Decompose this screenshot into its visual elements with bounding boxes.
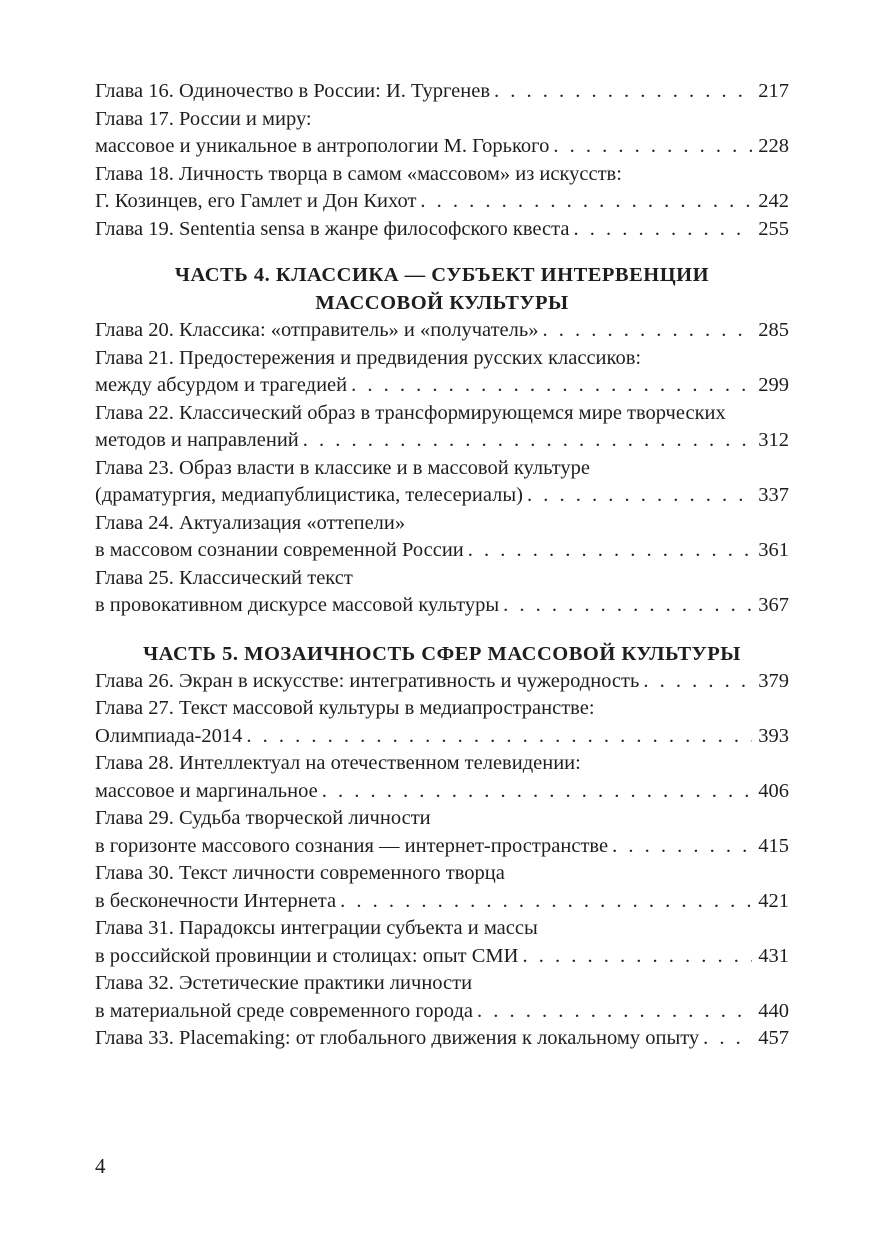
toc-page-number: 299 <box>758 374 789 396</box>
toc-entry-text: Олимпиада-2014 <box>95 724 243 747</box>
toc-entry <box>95 1025 789 1053</box>
toc-entry-text: Глава 27. Текст массовой культуры в медиапространстве: <box>95 697 595 719</box>
toc-entry-line <box>95 106 789 134</box>
toc-page-number: 312 <box>758 429 789 451</box>
toc-entry-text: в провокативном дискурсе массовой культуры <box>95 594 500 616</box>
toc-entry-line <box>95 723 789 751</box>
toc-page-number: 367 <box>758 594 789 616</box>
toc-page-number: 285 <box>758 319 789 341</box>
toc-page-number: 415 <box>758 834 789 857</box>
toc-entry <box>95 106 789 161</box>
toc-entry-line <box>95 943 789 971</box>
toc-entry-text: в российской провинции и столицах: опыт СМИ <box>95 944 519 967</box>
toc-entry-text: (драматургия, медиапублицистика, телесериалы) <box>95 484 523 506</box>
dot-leader <box>612 833 752 861</box>
toc-entry-text: в бесконечности Интернета <box>95 889 337 912</box>
table-of-contents <box>95 78 789 1053</box>
toc-entry-text: Глава 17. России и миру: <box>95 107 312 130</box>
part-4-title-line-1: ЧАСТЬ 4. КЛАССИКА — СУБЪЕКТ ИНТЕРВЕНЦИИ <box>174 264 710 286</box>
toc-entry-text: Глава 23. Образ власти в классике и в массовой культуре <box>95 456 590 479</box>
dot-leader <box>522 943 752 971</box>
toc-entry-text: Глава 22. Классический образ в трансформирующемся мире творческих <box>95 401 726 424</box>
toc-entry-line <box>95 750 789 778</box>
toc-entry <box>95 317 789 345</box>
toc-entry-line <box>95 833 789 861</box>
dot-leader <box>351 372 752 400</box>
toc-entry-line <box>95 565 789 593</box>
toc-entry-text: Глава 18. Личность творца в самом «массовом» из искусств: <box>95 162 622 185</box>
toc-entry-line <box>95 1025 789 1053</box>
toc-entry-line <box>95 915 789 943</box>
toc-page-number: 393 <box>758 724 789 747</box>
toc-entry-line <box>95 860 789 888</box>
dot-leader <box>468 537 752 565</box>
toc-entry-text: Глава 30. Текст личности современного творца <box>95 862 505 884</box>
dot-leader <box>246 723 752 751</box>
toc-page-number: 217 <box>758 80 789 102</box>
toc-entry-text: Глава 29. Судьба творческой личности <box>95 807 431 829</box>
toc-entry-line <box>95 216 789 244</box>
toc-entry-text: в массовом сознании современной России <box>95 539 464 561</box>
toc-entry <box>95 970 789 1025</box>
toc-page-number: 361 <box>758 539 789 561</box>
dot-leader <box>420 188 752 216</box>
toc-entry-line <box>95 345 789 373</box>
toc-page-number: 406 <box>758 779 789 802</box>
toc-entry <box>95 78 789 106</box>
dot-leader <box>322 778 753 806</box>
dot-leader <box>477 998 752 1026</box>
toc-entry-line <box>95 161 789 189</box>
toc-entry-text: Глава 33. Placemaking: от глобального движения к локальному опыту <box>95 1027 700 1049</box>
toc-entry-line <box>95 888 789 916</box>
part-5-title: ЧАСТЬ 5. МОЗАИЧНОСТЬ СФЕР МАССОВОЙ КУЛЬТУРЫ <box>143 642 741 665</box>
toc-page-number: 440 <box>758 999 789 1022</box>
toc-entry <box>95 400 789 455</box>
toc-entry-line <box>95 510 789 538</box>
toc-entry-text: между абсурдом и трагедией <box>95 374 348 396</box>
part-4-heading <box>95 261 789 317</box>
toc-entry-text: Г. Козинцев, его Гамлет и Дон Кихот <box>95 190 417 212</box>
toc-entry-text: Глава 21. Предостережения и предвидения русских классиков: <box>95 346 642 369</box>
toc-entry-text: Глава 24. Актуализация «оттепели» <box>95 511 406 534</box>
toc-page-number: 242 <box>758 190 789 212</box>
toc-entry-line <box>95 668 789 696</box>
toc-entry-text: массовое и маргинальное <box>95 779 318 802</box>
toc-entry <box>95 805 789 860</box>
toc-section-part-4 <box>95 317 789 620</box>
toc-entry-line <box>95 188 789 216</box>
dot-leader <box>643 668 752 696</box>
toc-entry-text: Глава 26. Экран в искусстве: интегративность и чужеродность <box>95 669 640 692</box>
toc-entry-text: Глава 19. Sententia sensa в жанре философского квеста <box>95 217 570 240</box>
toc-page-number: 457 <box>758 1027 789 1049</box>
toc-entry-line <box>95 317 789 345</box>
toc-entry <box>95 345 789 400</box>
dot-leader <box>494 78 752 106</box>
toc-entry-text: массовое и уникальное в антропологии М. Горького <box>95 135 550 157</box>
toc-section-top <box>95 78 789 243</box>
toc-entry-line <box>95 592 789 620</box>
toc-section-part-5 <box>95 668 789 1053</box>
toc-entry-line <box>95 970 789 998</box>
toc-entry-text: в материальной среде современного города <box>95 999 473 1022</box>
toc-entry <box>95 455 789 510</box>
toc-entry-line <box>95 427 789 455</box>
toc-entry-text: Глава 20. Классика: «отправитель» и «получатель» <box>95 319 539 341</box>
toc-page-number: 255 <box>758 217 789 240</box>
toc-page-number: 337 <box>758 484 789 506</box>
toc-page-number: 421 <box>758 889 789 912</box>
toc-entry-line <box>95 537 789 565</box>
toc-entry-line <box>95 372 789 400</box>
dot-leader <box>573 216 752 244</box>
part-4-title-line-2: МАССОВОЙ КУЛЬТУРЫ <box>315 292 569 314</box>
toc-entry <box>95 565 789 620</box>
toc-entry-line <box>95 998 789 1026</box>
dot-leader <box>340 888 752 916</box>
toc-entry-line <box>95 455 789 483</box>
dot-leader <box>703 1025 752 1053</box>
toc-entry-text: Глава 16. Одиночество в России: И. Тургенев <box>95 80 490 102</box>
toc-entry-text: Глава 32. Эстетические практики личности <box>95 972 473 994</box>
dot-leader <box>503 592 752 620</box>
toc-entry-text: методов и направлений <box>95 429 299 451</box>
toc-entry <box>95 161 789 216</box>
dot-leader <box>527 482 752 510</box>
toc-entry <box>95 915 789 970</box>
toc-entry <box>95 668 789 696</box>
toc-entry-text: Глава 31. Парадоксы интеграции субъекта и массы <box>95 917 538 939</box>
toc-entry-line <box>95 78 789 106</box>
page-number: 4 <box>95 1154 106 1178</box>
toc-entry <box>95 750 789 805</box>
toc-page-number: 228 <box>758 135 789 157</box>
toc-page-number: 379 <box>758 669 789 692</box>
toc-entry-text: Глава 25. Классический текст <box>95 566 353 589</box>
part-5-heading <box>95 640 789 668</box>
toc-entry-line <box>95 695 789 723</box>
toc-entry-line <box>95 133 789 161</box>
dot-leader <box>542 317 752 345</box>
toc-entry <box>95 695 789 750</box>
toc-entry-line <box>95 805 789 833</box>
dot-leader <box>303 427 752 455</box>
toc-entry-line <box>95 482 789 510</box>
toc-entry-text: Глава 28. Интеллектуал на отечественном телевидении: <box>95 752 581 774</box>
toc-entry <box>95 860 789 915</box>
toc-entry-text: в горизонте массового сознания — интернет-пространстве <box>95 834 609 857</box>
toc-entry-line <box>95 400 789 428</box>
toc-entry-line <box>95 778 789 806</box>
toc-page-number: 431 <box>758 944 789 967</box>
dot-leader <box>553 133 752 161</box>
toc-entry <box>95 510 789 565</box>
toc-entry <box>95 216 789 244</box>
